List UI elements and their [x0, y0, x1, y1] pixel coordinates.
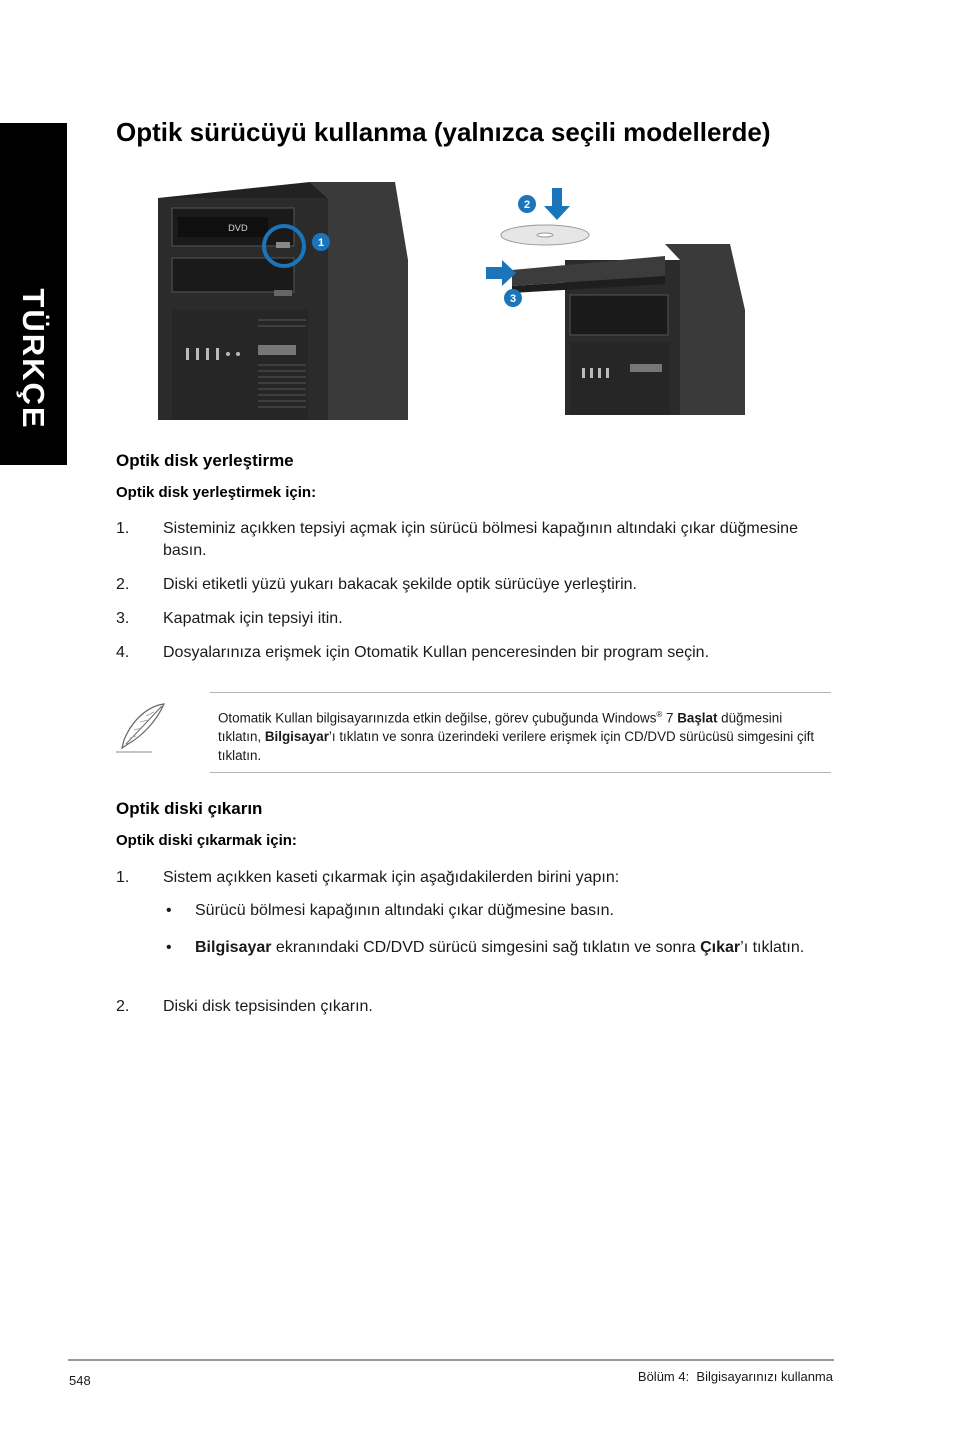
step-text: Sisteminiz açıkken tepsiyi açmak için sürücü bölmesi kapağının altındaki çıkar düğmesine basın.	[163, 520, 798, 559]
note-top-rule	[210, 692, 831, 693]
step-text: Kapatmak için tepsiyi itin.	[163, 610, 343, 627]
bullet-text: Bilgisayar ekranındaki CD/DVD sürücü simgesini sağ tıklatın ve sonra Çıkar’ı tıklatın.	[195, 939, 805, 956]
optical-drive-illustration	[150, 180, 760, 425]
insert-subheading: Optik disk yerleştirmek için:	[116, 484, 317, 501]
step-text: Diski etiketli yüzü yukarı bakacak şekilde optik sürücüye yerleştirin.	[163, 576, 637, 593]
pc-tower-left	[158, 182, 408, 420]
step-number: 2.	[116, 576, 130, 593]
step-text: Dosyalarınıza erişmek için Otomatik Kullan penceresinden bir program seçin.	[163, 644, 710, 661]
step-number: 1.	[116, 520, 130, 537]
language-side-tab	[0, 123, 67, 465]
footer-rule	[68, 1359, 834, 1361]
pc-tower-right	[486, 188, 745, 415]
insert-heading: Optik disk yerleştirme	[116, 451, 294, 470]
bullet-text: Sürücü bölmesi kapağının altındaki çıkar düğmesine basın.	[195, 902, 614, 919]
feather-pen-icon	[112, 700, 170, 756]
eject-subheading: Optik diski çıkarmak için:	[116, 832, 297, 849]
svg-text:1: 1	[317, 237, 325, 249]
step-text: Diski disk tepsisinden çıkarın.	[163, 998, 373, 1015]
page-number: 548	[69, 1373, 91, 1388]
step-text: Sistem açıkken kaseti çıkarmak için aşağıdakilerden birini yapın:	[163, 869, 620, 886]
svg-text:2: 2	[523, 199, 531, 211]
language-label: TÜRKÇE	[16, 288, 51, 430]
note-bottom-rule	[210, 772, 831, 773]
bullet-dot: •	[166, 902, 172, 919]
eject-heading: Optik diski çıkarın	[116, 799, 263, 818]
svg-text:3: 3	[509, 293, 517, 305]
page-title: Optik sürücüyü kullanma (yalnızca seçili modellerde)	[116, 117, 771, 147]
autoplay-note: Otomatik Kullan bilgisayarınızda etkin değilse, görev çubuğunda Windows® 7 Başlat düğmesini tıklatın, Bilgisayar’ı tıklatın ve sonra üzerindeki verilere erişmek için CD/DVD sürücüsü simgesini çift tıklatın.	[218, 710, 815, 764]
step-number: 2.	[116, 998, 130, 1015]
step-number: 4.	[116, 644, 130, 661]
svg-text:DVD: DVD	[228, 224, 248, 234]
step-number: 1.	[116, 869, 130, 886]
bullet-dot: •	[166, 939, 172, 956]
step-number: 3.	[116, 610, 130, 627]
chapter-title: Bölüm 4: Bilgisayarınızı kullanma	[637, 1369, 833, 1384]
